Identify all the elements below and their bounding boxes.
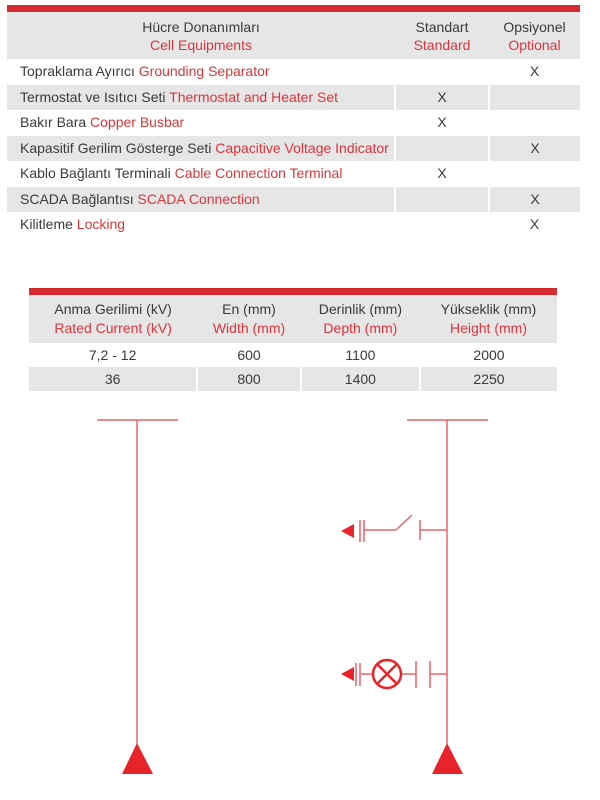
ground-triangle-right-icon [432, 743, 463, 774]
dimension-value: 7,2 - 12 [88, 347, 137, 363]
grounding-switch-symbol [360, 515, 447, 542]
equipment-name-tr: Bakır Bara [20, 114, 87, 131]
optional-mark: X [489, 187, 580, 213]
optional-mark: X [529, 216, 540, 233]
header-tr: Anma Gerilimi (kV) [54, 301, 172, 317]
equipment-name-en: SCADA Connection [137, 190, 260, 207]
dimension-value: 2250 [420, 367, 557, 391]
equipment-name-tr: Kablo Bağlantı Terminali [20, 165, 171, 182]
dimension-value: 800 [197, 367, 301, 391]
ground-arrow-icon [341, 524, 354, 538]
header-en: Depth (mm) [323, 320, 398, 336]
header-en: Width (mm) [212, 320, 286, 336]
dimension-value: 1400 [301, 367, 420, 391]
equipment-name-tr: Kapasitif Gerilim Gösterge Seti [20, 139, 212, 156]
header-tr: Hücre Donanımları [142, 18, 260, 35]
equipment-name-en: Capacitive Voltage Indicator [215, 139, 389, 156]
header-optional-en: Optional [508, 36, 561, 53]
equipment-name-en: Copper Busbar [90, 114, 185, 131]
dimension-value: 2000 [420, 343, 557, 367]
equipment-name-en: Cable Connection Terminal [174, 165, 343, 182]
dimension-value: 600 [197, 343, 301, 367]
standard-mark: X [437, 165, 447, 182]
header-en: Cell Equipments [150, 36, 252, 53]
header-standard-en: Standard [413, 36, 471, 53]
equipment-name-en: Thermostat and Heater Set [169, 88, 339, 105]
dimension-value: 1100 [301, 343, 420, 367]
optional-mark: X [489, 136, 580, 162]
standard-mark: X [437, 114, 447, 131]
equipment-name-tr: Kilitleme [20, 216, 73, 233]
equipment-name-tr: SCADA Bağlantısı [20, 190, 134, 207]
header-tr: Yükseklik (mm) [440, 301, 537, 317]
header-optional-tr: Opsiyonel [503, 18, 566, 35]
header-standard-tr: Standart [415, 18, 469, 35]
equipment-name-en: Locking [76, 216, 126, 233]
equipment-name-tr: Termostat ve Isıtıcı Seti [20, 88, 166, 105]
ground-triangle-left-icon [122, 743, 153, 774]
header-en: Height (mm) [449, 320, 527, 336]
standard-mark: X [395, 85, 489, 111]
dimension-value: 36 [29, 367, 197, 391]
header-tr: Derinlik (mm) [318, 301, 402, 317]
ground-arrow-icon [341, 667, 354, 681]
lamp-icon [373, 660, 401, 688]
equipment-name-en: Grounding Separator [138, 63, 270, 80]
header-en: Rated Current (kV) [54, 320, 172, 336]
header-tr: En (mm) [222, 301, 276, 317]
optional-mark: X [529, 63, 540, 80]
equipment-name-tr: Topraklama Ayırıcı [20, 63, 135, 80]
